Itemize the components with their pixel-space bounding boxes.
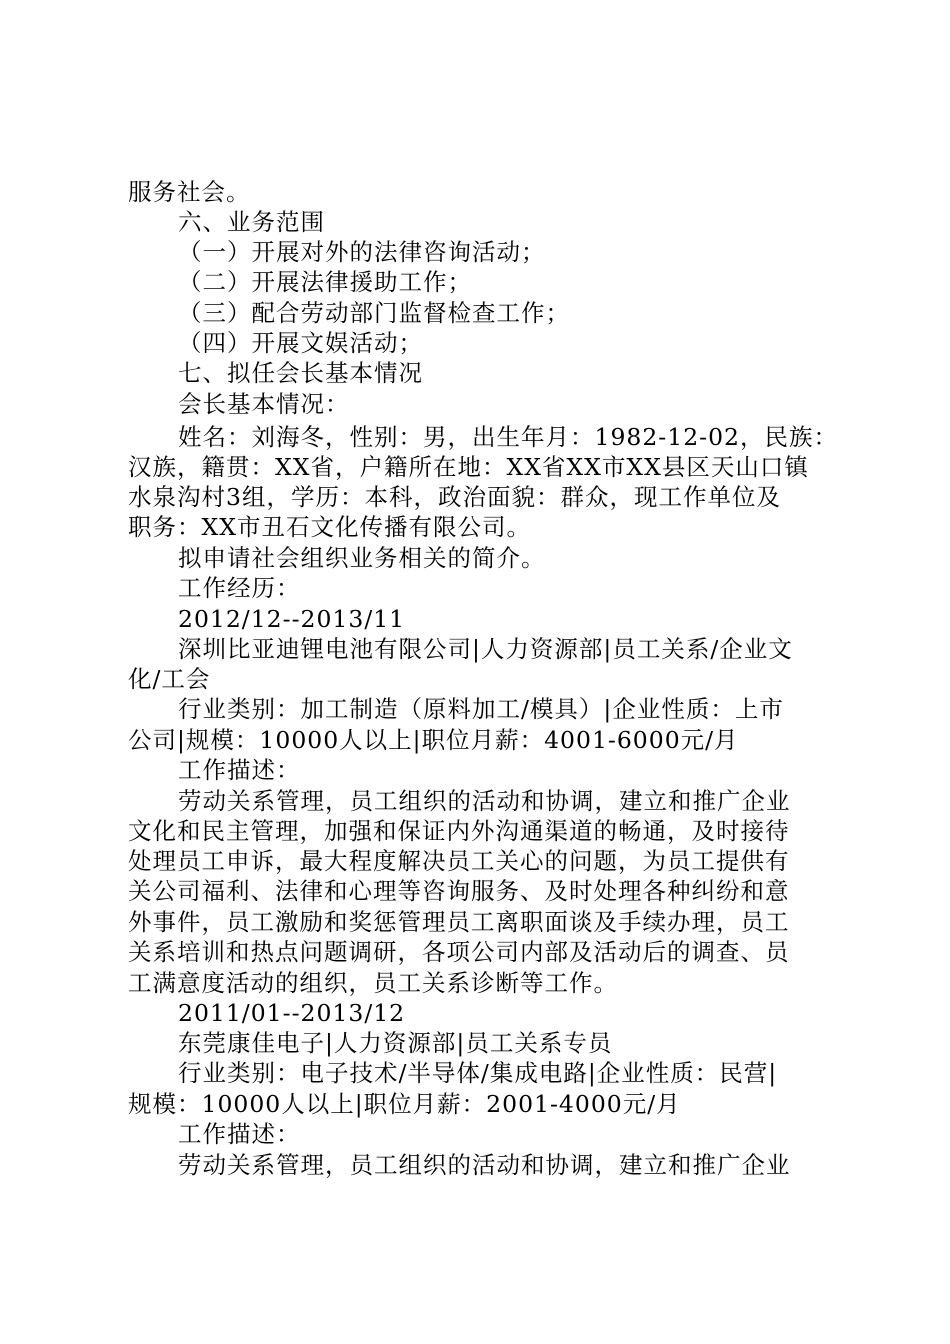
text-line: 职务：XX市丑石文化传播有限公司。 <box>128 513 531 541</box>
text-line: 工满意度活动的组织，员工关系诊断等工作。 <box>128 969 618 997</box>
text-line: 劳动关系管理，员工组织的活动和协调，建立和推广企业 <box>178 1151 791 1179</box>
text-line: 行业类别：电子技术/半导体/集成电路|企业性质：民营| <box>178 1059 778 1087</box>
text-line: 劳动关系管理，员工组织的活动和协调，建立和推广企业 <box>178 787 791 815</box>
date-range: 2011/01--2013/12 <box>178 999 406 1027</box>
text-line: 公司|规模：10000人以上|职位月薪：4001-6000元/月 <box>128 726 739 754</box>
text-line: 行业类别：加工制造（原料加工/模具）|企业性质：上市 <box>178 695 784 723</box>
list-item: （一）开展对外的法律咨询活动； <box>178 238 546 266</box>
text-line: 关系培训和热点问题调研，各项公司内部及活动后的调查、员 <box>128 938 790 966</box>
list-item: （四）开展文娱活动； <box>178 329 423 357</box>
text-line: 姓名：刘海冬，性别：男，出生年月：1982-12-02，民族： <box>178 423 838 451</box>
date-range: 2012/12--2013/11 <box>178 605 406 633</box>
list-item: （三）配合劳动部门监督检查工作； <box>178 299 570 327</box>
text-line: 汉族，籍贯：XX省，户籍所在地：XX省XX市XX县区天山口镇 <box>128 453 809 481</box>
section-heading: 七、拟任会长基本情况 <box>178 359 423 387</box>
list-item: （二）开展法律援助工作； <box>178 268 472 296</box>
text-line: 处理员工申诉，最大程度解决员工关心的问题，为员工提供有 <box>128 847 790 875</box>
section-heading: 六、业务范围 <box>178 208 325 236</box>
text-line: 拟申请社会组织业务相关的简介。 <box>178 544 546 572</box>
text-line: 外事件，员工激励和奖惩管理员工离职面谈及手续办理，员工 <box>128 908 790 936</box>
text-line: 关公司福利、法律和心理等咨询服务、及时处理各种纠纷和意 <box>128 877 790 905</box>
subheading: 工作描述： <box>178 1120 301 1148</box>
text-line: 水泉沟村3组，学历：本科，政治面貌：群众，现工作单位及 <box>128 483 781 511</box>
subheading: 工作经历： <box>178 574 301 602</box>
text-line: 东莞康佳电子|人力资源部|员工关系专员 <box>178 1029 613 1057</box>
text-line: 化/工会 <box>128 665 211 693</box>
text-line: 规模：10000人以上|职位月薪：2001-4000元/月 <box>128 1090 681 1118</box>
subheading: 工作描述： <box>178 756 301 784</box>
text-line: 文化和民主管理，加强和保证内外沟通渠道的畅通，及时接待 <box>128 817 790 845</box>
text-line: 深圳比亚迪锂电池有限公司|人力资源部|员工关系/企业文 <box>178 635 793 663</box>
text-line: 服务社会。 <box>128 178 251 206</box>
subheading: 会长基本情况： <box>178 390 350 418</box>
